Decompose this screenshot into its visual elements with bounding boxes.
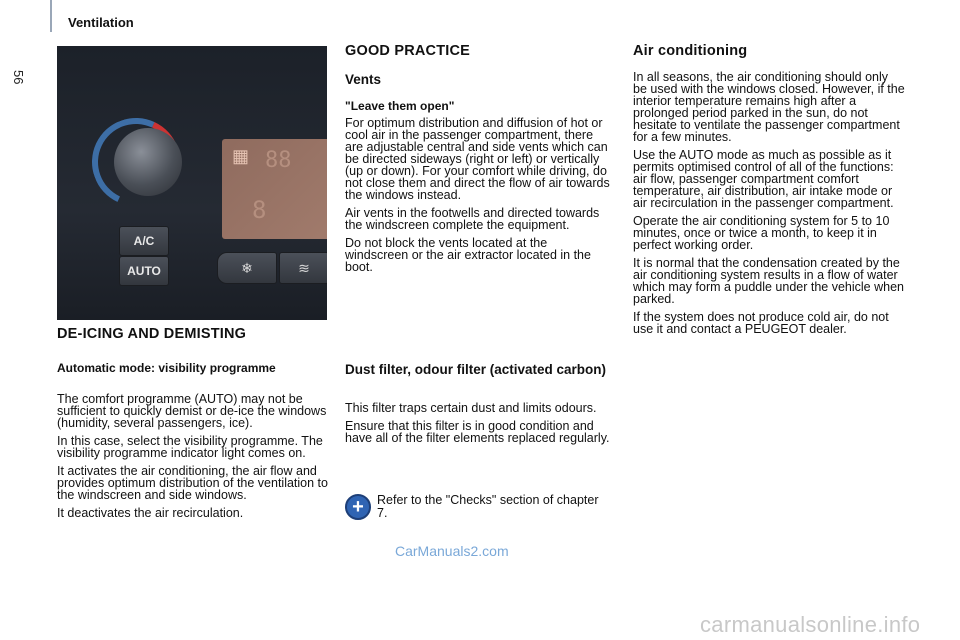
- automatic-mode-heading: Automatic mode: visibility programme: [57, 361, 276, 375]
- paragraph: Operate the air conditioning system for 5 to 10 minutes, once or twice a month, to keep it in perfect working order.: [633, 214, 890, 252]
- watermark-link[interactable]: CarManuals2.com: [395, 543, 509, 559]
- section-title: Ventilation: [68, 15, 134, 30]
- display-digits-secondary: 8: [252, 196, 267, 224]
- windscreen-demist-icon: ❄: [217, 252, 277, 284]
- leave-open-heading: "Leave them open": [345, 99, 455, 113]
- dust-filter-body: [345, 402, 610, 450]
- vents-heading: Vents: [345, 72, 382, 87]
- air-conditioning-heading: Air conditioning: [633, 43, 748, 59]
- paragraph: It activates the air conditioning, the air flow and provides optimum distribution of the ventilation to the windscreen and side windows.: [57, 464, 328, 502]
- paragraph: Use the AUTO mode as much as possible as it permits optimised control of all of the functions: air flow, passenger compartment comfort temperature, air distribution, air intake mode or air recirculation in the passenger compartment.: [633, 148, 894, 210]
- paragraph: It deactivates the air recirculation.: [57, 506, 244, 520]
- checks-reference-note: Refer to the "Checks" section of chapter 7.: [377, 493, 599, 520]
- demisting-heading: DE-ICING AND DEMISTING: [57, 326, 247, 342]
- footer-watermark: carmanualsonline.info: [700, 612, 921, 637]
- plus-info-icon: +: [345, 494, 371, 520]
- page-number: 56: [11, 70, 26, 85]
- ac-button: A/C: [119, 226, 169, 256]
- temperature-knob: [114, 128, 182, 196]
- air-distribution-icon: ≋: [279, 252, 327, 284]
- paragraph: In this case, select the visibility programme. The visibility programme indicator light comes on.: [57, 434, 323, 460]
- dust-filter-heading: Dust filter, odour filter (activated carbon): [345, 362, 607, 377]
- paragraph: Ensure that this filter is in good condition and have all of the filter elements replaced regularly.: [345, 419, 610, 445]
- paragraph: Do not block the vents located at the windscreen or the air extractor located in the boot.: [345, 236, 591, 274]
- paragraph: The comfort programme (AUTO) may not be sufficient to quickly demist or de-ice the windows (humidity, several passengers, ice).: [57, 392, 327, 430]
- demisting-body: [57, 393, 329, 525]
- vents-body: [345, 117, 610, 279]
- good-practice-heading: GOOD PRACTICE: [345, 43, 471, 59]
- air-conditioning-body: [633, 71, 905, 341]
- display-digits: 88: [265, 148, 292, 173]
- side-rule: [50, 0, 52, 32]
- paragraph: It is normal that the condensation created by the air conditioning system results in a flow of water which may form a puddle under the vehicle when parked.: [633, 256, 904, 306]
- climate-control-photo: [57, 46, 327, 320]
- demist-indicator-icon: ▦: [232, 146, 250, 166]
- paragraph: If the system does not produce cold air, do not use it and contact a PEUGEOT dealer.: [633, 310, 889, 336]
- paragraph: This filter traps certain dust and limits odours.: [345, 401, 597, 415]
- paragraph: For optimum distribution and diffusion of hot or cool air in the passenger compartment, there are adjustable central and side vents which can be directed sideways (right or left) or vertically (up or down). For your comfort while driving, do not close them and direct the flow of air towards the windows instead.: [345, 116, 610, 202]
- paragraph: Air vents in the footwells and directed towards the windscreen complete the equipment.: [345, 206, 600, 232]
- paragraph: In all seasons, the air conditioning should only be used with the windows closed. However, if the interior temperature remains high after a prolonged period parked in the sun, do not hesitate to ventilate the passenger compartment for a few minutes.: [633, 70, 905, 144]
- auto-button: AUTO: [119, 256, 169, 286]
